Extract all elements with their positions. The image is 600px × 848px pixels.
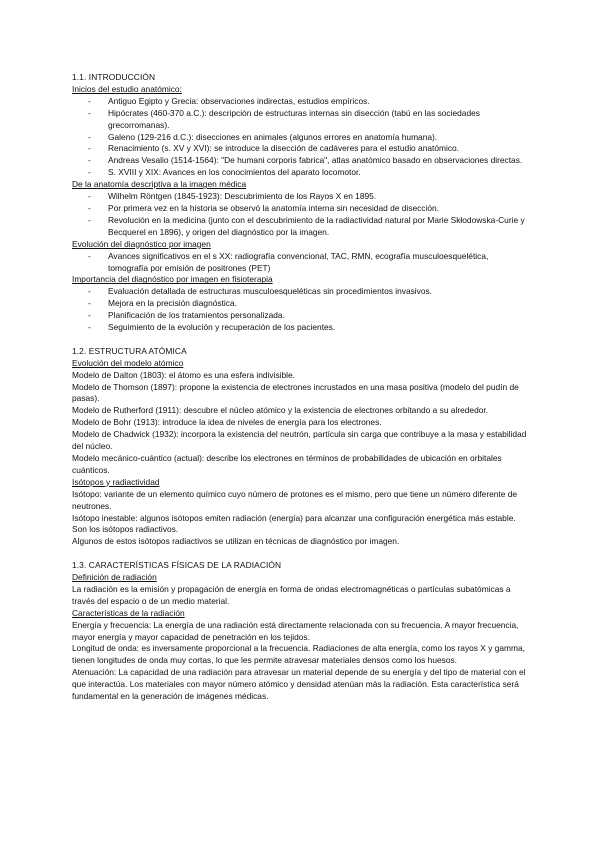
paragraph: Modelo de Thomson (1897): propone la existencia de electrones incrustados en una masa positiva (modelo del pudín de pasas). [72,381,519,404]
list-item: - S. XVIII y XIX: Avances en los conocimientos del aparato locomotor. [72,167,528,179]
list-item: - Por primera vez en la historia se observó la anatomía interna sin necesidad de disección. [72,203,528,215]
list-item: - Renacimiento (s. XV y XVI): se introduce la disección de cadáveres para el estudio anatómico. [72,143,528,155]
paragraph: Modelo mecánico-cuántico (actual): describe los electrones en términos de probabilidades de ubicación en orbitales cuánticos. [72,452,502,475]
list-item: - Mejora en la precisión diagnóstica. [72,298,528,310]
paragraph: Modelo de Bohr (1913): introduce la idea de niveles de energía para los electrones. [72,417,382,428]
paragraph: Atenuación: La capacidad de una radiación para atravesar un material depende de su energía y del tipo de material con el que interactúa. Los materiales con mayor número atómico y densidad atenúan más la radiación. Esta característica será fundamental en la generación de imágenes médicas. [72,667,526,702]
section-title-introduccion: 1.1. INTRODUCCIÓN [72,72,156,82]
list-item: - Andreas Vesalio (1514-1564): "De humani corporis fabrica", atlas anatómico basado en observaciones directas. [72,155,528,167]
list-item: - Antiguo Egipto y Grecia: observaciones indirectas, estudios empíricos. [72,96,528,108]
subheading-importancia-fisioterapia: Importancia del diagnóstico por imagen en fisioterapia [72,274,273,285]
list-anatomia-imagen [72,191,528,239]
paragraph: Isótopo: variante de un elemento químico cuyo número de protones es el mismo, pero que tiene un número diferente de neutrones. [72,488,518,511]
list-item: - Hipócrates (460-370 a.C.): descripción de estructuras internas sin disección (tabú en las sociedades grecorromanas). [72,108,528,132]
paragraph: Algunos de estos isótopos radiactivos se utilizan en técnicas de diagnóstico por imagen. [72,536,400,547]
list-item: - Planificación de los tratamientos personalizada. [72,310,528,322]
subheading-modelo-atomico: Evolución del modelo atómico [72,357,184,368]
subheading-isotopos: Isótopos y radiactividad [72,476,160,487]
section-title-caracteristicas-radiacion: 1.3. CARACTERÍSTICAS FÍSICAS DE LA RADIACIÓN [72,560,282,571]
paragraph: Modelo de Dalton (1803): el átomo es una esfera indivisible. [72,369,295,380]
list-importancia-fisioterapia [72,286,528,334]
list-item: - Galeno (129-216 d.C.): disecciones en animales (algunos errores en anatomía humana). [72,132,528,144]
paragraph: Longitud de onda: es inversamente proporcional a la frecuencia. Radiaciones de alta energía, como los rayos X y gamma, tienen longitudes de onda muy cortas, lo que les permite atravesar materiales densos como los huesos. [72,643,525,666]
subheading-anatomia-imagen: De la anatomía descriptiva a la imagen médica [72,179,247,190]
paragraph: Modelo de Rutherford (1911): descubre el núcleo atómico y la existencia de electrones orbitando a su alrededor. [72,405,489,416]
list-inicios [72,96,528,179]
subheading-inicios: Inicios del estudio anatómico: [72,83,182,94]
paragraph: Modelo de Chadwick (1932): incorpora la existencia del neutrón, partícula sin carga que contribuye a la masa y estabilidad del núcleo. [72,429,527,452]
subheading-definicion-radiacion: Definición de radiación [72,572,157,583]
list-item: - Avances significativos en el s XX: radiografía convencional, TAC, RMN, ecografía musculoesquelética, tomografía por emisión de positrones (PET) [72,251,528,275]
list-evolucion-diagnostico [72,251,528,275]
paragraph: Energía y frecuencia: La energía de una radiación está directamente relacionada con su frecuencia. A mayor frecuencia, mayor energía y mayor capacidad de penetración en los tejidos. [72,619,519,642]
list-item: - Seguimiento de la evolución y recuperación de los pacientes. [72,322,528,334]
paragraph: La radiación es la emisión y propagación de energía en forma de ondas electromagnéticas o partículas subatómicas a través del espacio o de un medio material. [72,583,511,606]
list-item: - Wilhelm Röntgen (1845-1923): Descubrimiento de los Rayos X en 1895. [72,191,528,203]
list-item: - Revolución en la medicina (junto con el descubrimiento de la radiactividad natural por Marie Skłodowska-Curie y Becquerel en 1896), y origen del diagnóstico por la imagen. [72,215,528,239]
subheading-evolucion-diagnostico: Evolución del diagnóstico por imagen [72,238,211,249]
section-spacer [72,334,528,346]
section-spacer [72,548,528,560]
document-page [72,72,528,703]
subheading-caracteristicas-radiacion: Características de la radiación [72,607,185,618]
section-title-estructura-atomica: 1.2. ESTRUCTURA ATÓMICA [72,345,187,356]
list-item: - Evaluación detallada de estructuras musculoesqueléticas sin procedimientos invasivos. [72,286,528,298]
paragraph: Isótopo inestable: algunos isótopos emiten radiación (energía) para alcanzar una configuración energética más estable. Son los isótopos radiactivos. [72,512,516,535]
